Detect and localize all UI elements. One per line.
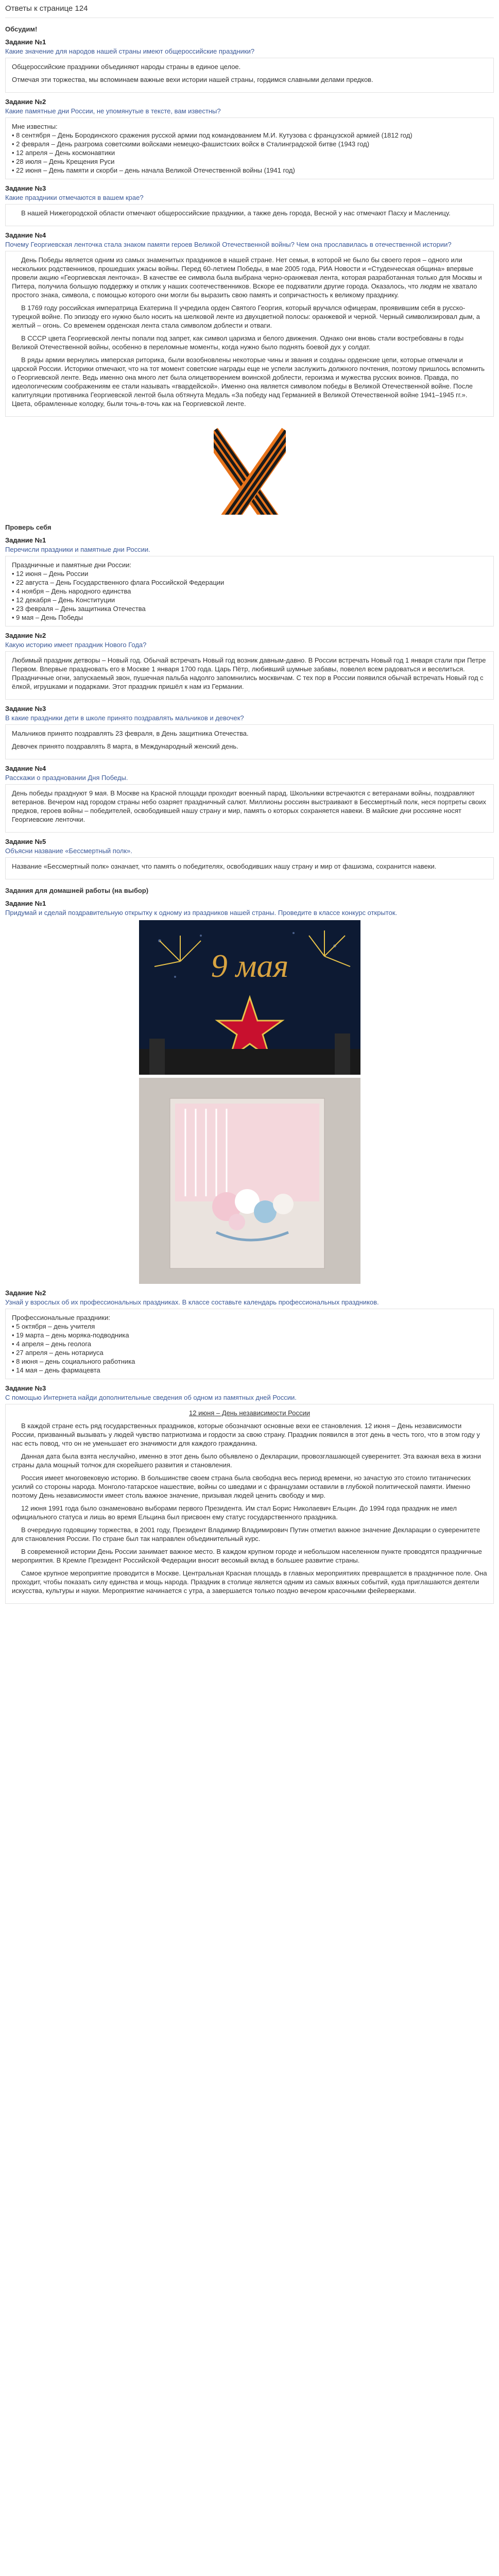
answer-paragraph: День Победы является одним из самых знаменитых праздников в нашей стране. Нет семьи, в которой не было бы своего героя – одного или нескольких родственников, прошедших ужасы войны. Перед 60-летием Победы, в мае 2005 года, РИА Новости и «Студенческая община» впервые провели акцию «Георгиевская ленточка». В качестве ее символа была выбрана черно-оранжевая лента, которая разработанная только для Москвы и Питера, получила большую поддержку и отклик у наших соотечественников. Вскоре ее подхватили другие города. Оказалось, что людям не хватало простого знака, символа, с помощью которого они могли бы выразить свою память и сопричастность к великому празднику. xyxy=(12,256,482,299)
task-heading: Задание №2 xyxy=(5,98,46,106)
answer-box xyxy=(5,556,494,626)
card-9-may-text: 9 мая xyxy=(211,947,288,984)
answer-list xyxy=(12,1322,487,1375)
answer-paragraph: В СССР цвета Георгиевской ленты попали под запрет, как символ царизма и белого движения. Однако они вновь стали востребованы в годы Великой Отечественной войны, особенно в переломные моменты, когда нужно было поднять боевой дух у солдат. xyxy=(12,334,464,351)
answer-list xyxy=(12,569,487,622)
task-heading: Задание №3 xyxy=(5,184,46,192)
answer-list xyxy=(12,131,487,175)
list-item: • 4 апреля – день геолога xyxy=(12,1340,92,1348)
answer-paragraph: В очередную годовщину торжества, в 2001 году, Президент Владимир Владимирович Путин отметил важное значение Декларации о суверенитете для становления России. По стране был так направлен объединительный курс. xyxy=(12,1526,480,1543)
task-question: Какие значение для народов нашей страны имеют общероссийские праздники? xyxy=(5,47,255,55)
list-item: • 28 июля – День Крещения Руси xyxy=(12,158,115,165)
list-item: • 9 мая – День Победы xyxy=(12,614,83,621)
answer-box xyxy=(5,724,494,759)
answer-box xyxy=(5,58,494,93)
section-discuss-title: Обсудим! xyxy=(5,25,38,33)
task-question: В какие праздники дети в школе принято поздравлять мальчиков и девочек? xyxy=(5,714,244,722)
list-item: • 22 августа – День Государственного флага Российской Федерации xyxy=(12,579,225,586)
answer-box xyxy=(5,784,494,833)
answer-paragraph: В каждой стране есть ряд государственных праздников, которые обозначают основные вехи ее становления. 12 июня – День независимости России, призванный вызывать у людей чувство патриотизма и гордости за свою страну. Праздник появился в этот день в честь того, что в этом году у нас есть повод, что он не уменьшает его значимости для каждого гражданина. xyxy=(12,1422,480,1447)
task-question: Почему Георгиевская ленточка стала знаком памяти героев Великой Отечественной войны? Чем она прославилась в отечественной истории? xyxy=(5,241,452,248)
answer-paragraph: Отмечая эти торжества, мы вспоминаем важные вехи истории нашей страны, гордимся славными делами предков. xyxy=(12,76,373,83)
task-heading: Задание №5 xyxy=(5,838,46,845)
section-homework-title: Задания для домашней работы (на выбор) xyxy=(5,887,149,894)
handmade-card-photo xyxy=(139,1078,360,1284)
task-2 xyxy=(5,98,494,179)
task-1 xyxy=(5,38,494,93)
answer-box xyxy=(5,117,494,179)
list-item: • 12 апреля – День космонавтики xyxy=(12,149,115,157)
check-task-3 xyxy=(5,705,494,759)
st-george-ribbon-image xyxy=(5,422,494,516)
task-heading: Задание №1 xyxy=(5,900,46,907)
task-4 xyxy=(5,231,494,417)
list-item: • 8 июня – день социального работника xyxy=(12,1358,135,1365)
list-item: • 22 июня – День памяти и скорби – день начала Великой Отечественной войны (1941 год) xyxy=(12,166,295,174)
victory-day-card-photo xyxy=(139,920,360,1075)
list-item: • 27 апреля – день нотариуса xyxy=(12,1349,104,1357)
task-question: Расскажи о праздновании Дня Победы. xyxy=(5,774,128,782)
task-heading: Задание №3 xyxy=(5,705,46,713)
answer-paragraph: Данная дата была взята неслучайно, именно в этот день было объявлено о Декларации, провозглашающей суверенитет. Эта важная веха в жизни страны дала мощный толчок для скорейшего развития и становления. xyxy=(12,1452,481,1469)
task-heading: Задание №2 xyxy=(5,632,46,639)
answer-paragraph: Самое крупное мероприятие проводится в Москве. Центральная Красная площадь в главных мероприятиях превращается в праздничное поле. Она проходит, чтобы показать силу единства и мощь народа. Праздник в столице является одним из самых важных событий, куда приглашаются деятели искусства, культуры и науки. Мероприятие начинается с утра, а завершается только поздно вечером красочными фейерверками. xyxy=(12,1569,487,1595)
answer-box xyxy=(5,857,494,879)
list-item: • 5 октября – день учителя xyxy=(12,1323,95,1330)
answer-paragraph: Мальчиков принято поздравлять 23 февраля, в День защитника Отечества. xyxy=(12,730,249,737)
task-question: С помощью Интернета найди дополнительные сведения об одном из памятных дней России. xyxy=(5,1394,297,1401)
task-question: Перечисли праздники и памятные дни России. xyxy=(5,546,150,553)
answer-box xyxy=(5,251,494,417)
task-question: Какие праздники отмечаются в вашем крае? xyxy=(5,194,144,201)
answer-box xyxy=(5,1404,494,1604)
answer-box xyxy=(5,651,494,700)
task-heading: Задание №1 xyxy=(5,38,46,46)
task-heading: Задание №3 xyxy=(5,1384,46,1392)
task-heading: Задание №2 xyxy=(5,1289,46,1297)
task-3 xyxy=(5,184,494,226)
task-question: Какую историю имеет праздник Нового Года? xyxy=(5,641,147,649)
answer-title: 12 июня – День независимости России xyxy=(189,1409,310,1417)
list-item: • 23 февраля – День защитника Отечества xyxy=(12,605,146,613)
answer-paragraph: Девочек принято поздравлять 8 марта, в Международный женский день. xyxy=(12,742,238,750)
task-question: Придумай и сделай поздравительную открытку к одному из праздников нашей страны. Проведите в классе конкурс открыток. xyxy=(5,909,398,917)
list-item: • 2 февраля – День разгрома советскими войсками немецко-фашистских войск в Сталинградской битве (1943 год) xyxy=(12,140,370,148)
answer-paragraph: Любимый праздник детворы – Новый год. Обычай встречать Новый год возник давным-давно. В России встречать Новый год 1 января стали при Петре Первом. Впервые праздновать его в Москве 1 января 1700 года. Царь Пётр, любивший шумные забавы, повелел всем радоваться и веселиться. Праздничные огни, запускаемый звон, пушечная пальба надолго запомнились москвичам. С тех пор в России появился обычай встречать Новый год с ёлкой, игрушками и подарками. Этот праздник пришёл к нам из Германии. xyxy=(12,656,486,690)
check-task-5 xyxy=(5,838,494,879)
answer-paragraph: День победы празднуют 9 мая. В Москве на Красной площади проходит военный парад. Школьники встречаются с ветеранами войны, поздравляют ветеранов. Вечером над городом страны небо озаряет праздничный салют. Миллионы россиян выстраивают в Бессмертный полк, неся портреты своих предков, героев войны – победителей, освободившей нашу страну и мир, память о которых сохраняется навеки. В майские дни россияне носят Георгиевские ленточки. xyxy=(12,789,487,823)
answer-intro: Праздничные и памятные дни России: xyxy=(12,561,132,569)
list-item: • 4 ноября – День народного единства xyxy=(12,587,131,595)
section-check-title: Проверь себя xyxy=(5,523,51,531)
home-task-3 xyxy=(5,1384,494,1604)
answer-box xyxy=(5,1309,494,1379)
list-item: • 12 июня – День России xyxy=(12,570,89,578)
check-task-1 xyxy=(5,536,494,626)
check-task-4 xyxy=(5,765,494,833)
check-task-2 xyxy=(5,632,494,700)
answer-paragraph: В современной истории День России занимает важное место. В каждом крупном городе и небольшом населенном пункте проводятся праздничные мероприятия. В Кремле Президент Российской Федерации вносит весомый вклад в большее развитие страны. xyxy=(12,1548,482,1564)
home-task-2 xyxy=(5,1289,494,1379)
list-item: • 14 мая – день фармацевта xyxy=(12,1366,100,1374)
task-question: Узнай у взрослых об их профессиональных праздниках. В классе составьте календарь профессиональных праздников. xyxy=(5,1298,379,1306)
answer-paragraph: 12 июня 1991 года было ознаменовано выборами первого Президента. Им стал Борис Николаевич Ельцин. До 1994 года праздник не имел официального статуса и лишь во время Ельцина был присвоен ему статус государственного праздника. xyxy=(12,1504,457,1521)
home-task-1 xyxy=(5,900,494,1284)
answer-paragraph: Общероссийские праздники объединяют народы страны в единое целое. xyxy=(12,63,241,71)
answer-intro: Мне известны: xyxy=(12,123,58,130)
answer-paragraph: В 1769 году российская императрица Екатерина II учредила орден Святого Георгия, который вручался офицерам, проявившим себя в русско-турецкой войне. По эпизоду его нужно было носить на шелковой ленте из двухцветной полосы: оранжевой и черной. Черный символизировал дым, а желтый – огонь. Со временем орденская лента стала символом доблести и отваги. xyxy=(12,304,480,329)
task-heading: Задание №4 xyxy=(5,765,46,772)
list-item: • 8 сентября – День Бородинского сражения русской армии под командованием М.И. Кутузова с французской армией (1812 год) xyxy=(12,131,412,139)
answer-box xyxy=(5,204,494,226)
task-heading: Задание №1 xyxy=(5,536,46,544)
task-heading: Задание №4 xyxy=(5,231,46,239)
task-question: Какие памятные дни России, не упомянутые в тексте, вам известны? xyxy=(5,107,221,115)
answer-paragraph: Название «Бессмертный полк» означает, что память о победителях, освободивших нашу страну и мир от фашизма, сохранится навеки. xyxy=(12,862,437,870)
answer-intro: Профессиональные праздники: xyxy=(12,1314,110,1321)
page-title: Ответы к странице 124 xyxy=(5,0,494,18)
answer-paragraph: Россия имеет многовековую историю. В большинстве своем страна была свободна весь период времени, но зачастую это стоило титанических усилий со стороны народа. Монголо-татарское нашествие, войны со шведами и с французами оставили в глубокой политической памяти. Именно поэтому День независимости имеет столь важное значение, призывая людей ценить свободу и мир. xyxy=(12,1474,471,1499)
answer-paragraph: В нашей Нижегородской области отмечают общероссийские праздники, а также день города, Весной у нас отмечают Пасху и Масленицу. xyxy=(21,209,451,217)
answer-paragraph: В ряды армии вернулись имперская риторика, были возобновлены некоторые чины и звания и созданы орденские цепи, которые отмечали и царской России. Историки отмечают, что на тот момент советские награды еще не успели заслужить должного почтения, поэтому пришлось вспомнить о Георгиевской ленте. Ведь именно она много лет была олицетворением воинской доблести, героизма и мужества русских воинов. Правда, по идеологическим соображениям ее стали называть «гвардейской». Именно она является символом победы в Великой Отечественной войне. После капитуляции противника Георгиевской лентой была обтянута Медаль «За победу над Германией в Великой Отечественной войне 1941–1945 гг.». Цвета, обрамленные колодку, были точь-в-точь как на Георгиевской ленте. xyxy=(12,356,485,408)
list-item: • 12 декабря – День Конституции xyxy=(12,596,115,604)
list-item: • 19 марта – день моряка-подводника xyxy=(12,1331,129,1339)
task-question: Объясни название «Бессмертный полк». xyxy=(5,847,132,855)
